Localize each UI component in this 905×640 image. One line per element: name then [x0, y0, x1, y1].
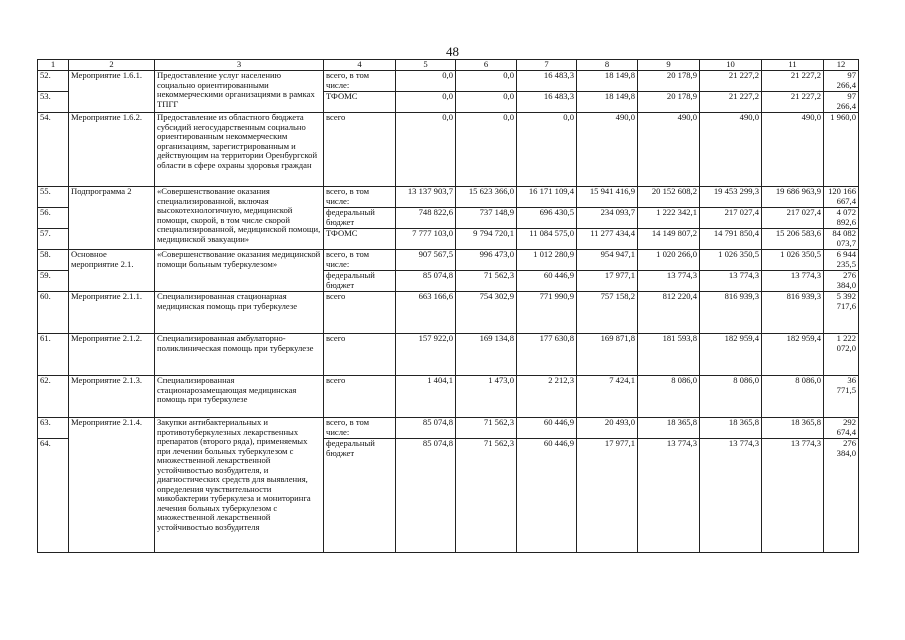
table-row — [38, 334, 859, 376]
value-cell: 13 774,3 — [638, 271, 700, 292]
value-cell: 16 483,3 — [517, 92, 577, 113]
value-cell: 1 020 266,0 — [638, 250, 700, 271]
value-cell: 1 012 280,9 — [517, 250, 577, 271]
value-cell: 0,0 — [396, 71, 456, 92]
funding-source: федеральный бюджет — [324, 208, 396, 229]
value-cell: 234 093,7 — [577, 208, 638, 229]
row-number: 64. — [38, 439, 69, 553]
value-cell: 0,0 — [396, 92, 456, 113]
value-cell: 60 446,9 — [517, 418, 577, 439]
value-cell: 60 446,9 — [517, 271, 577, 292]
value-cell: 748 822,6 — [396, 208, 456, 229]
value-cell: 13 774,3 — [762, 271, 824, 292]
row-number: 54. — [38, 113, 69, 187]
value-cell: 663 166,6 — [396, 292, 456, 334]
value-cell: 1 026 350,5 — [762, 250, 824, 271]
column-header: 4 — [324, 60, 396, 71]
measure-description: Предоставление из областного бюджета субсидий негосударственным социально ориентированным некоммерческим организациям, зарегистрированным и действующим на территории Оренбургской области в сфере охраны здоровья граждан — [155, 113, 324, 187]
value-cell: 21 227,2 — [700, 71, 762, 92]
funding-source: федеральный бюджет — [324, 271, 396, 292]
value-cell: 7 424,1 — [577, 376, 638, 418]
value-cell: 20 178,9 — [638, 71, 700, 92]
table-row — [38, 113, 859, 187]
measure-description: Специализированная стационарная медицинская помощь при туберкулезе — [155, 292, 324, 334]
value-cell: 292 674,4 — [824, 418, 859, 439]
value-cell: 6 944 235,5 — [824, 250, 859, 271]
row-number: 60. — [38, 292, 69, 334]
value-cell: 13 774,3 — [762, 439, 824, 553]
value-cell: 21 227,2 — [700, 92, 762, 113]
value-cell: 20 152 608,2 — [638, 187, 700, 208]
table-row — [38, 418, 859, 439]
value-cell: 169 871,8 — [577, 334, 638, 376]
value-cell: 11 277 434,4 — [577, 229, 638, 250]
value-cell: 1 960,0 — [824, 113, 859, 187]
value-cell: 816 939,3 — [700, 292, 762, 334]
value-cell: 490,0 — [577, 113, 638, 187]
column-header: 2 — [69, 60, 155, 71]
funding-source: ТФОМС — [324, 229, 396, 250]
value-cell: 816 939,3 — [762, 292, 824, 334]
value-cell: 0,0 — [456, 113, 517, 187]
value-cell: 85 074,8 — [396, 439, 456, 553]
value-cell: 15 623 366,0 — [456, 187, 517, 208]
column-header: 5 — [396, 60, 456, 71]
measure-name: Подпрограмма 2 — [69, 187, 155, 250]
funding-source: всего — [324, 376, 396, 418]
value-cell: 0,0 — [517, 113, 577, 187]
value-cell: 19 453 299,3 — [700, 187, 762, 208]
value-cell: 8 086,0 — [700, 376, 762, 418]
value-cell: 771 990,9 — [517, 292, 577, 334]
column-header: 11 — [762, 60, 824, 71]
measure-description: «Совершенствование оказания медицинской помощи больным туберкулезом» — [155, 250, 324, 292]
measure-description: Специализированная амбулаторно-поликлиническая помощь при туберкулезе — [155, 334, 324, 376]
measure-name: Мероприятие 2.1.2. — [69, 334, 155, 376]
value-cell: 84 082 073,7 — [824, 229, 859, 250]
funding-source: всего, в том числе: — [324, 418, 396, 439]
value-cell: 8 086,0 — [762, 376, 824, 418]
measure-name: Мероприятие 2.1.4. — [69, 418, 155, 553]
value-cell: 1 222 072,0 — [824, 334, 859, 376]
row-number: 57. — [38, 229, 69, 250]
measure-name: Мероприятие 2.1.1. — [69, 292, 155, 334]
value-cell: 812 220,4 — [638, 292, 700, 334]
value-cell: 18 365,8 — [762, 418, 824, 439]
column-header: 1 — [38, 60, 69, 71]
funding-source: федеральный бюджет — [324, 439, 396, 553]
value-cell: 2 212,3 — [517, 376, 577, 418]
value-cell: 177 630,8 — [517, 334, 577, 376]
value-cell: 217 027,4 — [762, 208, 824, 229]
value-cell: 17 977,1 — [577, 439, 638, 553]
row-number: 59. — [38, 271, 69, 292]
value-cell: 18 149,8 — [577, 71, 638, 92]
value-cell: 754 302,9 — [456, 292, 517, 334]
column-header: 3 — [155, 60, 324, 71]
column-header: 6 — [456, 60, 517, 71]
column-header: 7 — [517, 60, 577, 71]
value-cell: 276 384,0 — [824, 439, 859, 553]
value-cell: 13 774,3 — [700, 271, 762, 292]
row-number: 52. — [38, 71, 69, 92]
table-row — [38, 292, 859, 334]
measure-name: Основное мероприятие 2.1. — [69, 250, 155, 292]
value-cell: 0,0 — [456, 92, 517, 113]
value-cell: 15 206 583,6 — [762, 229, 824, 250]
value-cell: 490,0 — [762, 113, 824, 187]
row-number: 62. — [38, 376, 69, 418]
column-header: 8 — [577, 60, 638, 71]
row-number: 63. — [38, 418, 69, 439]
value-cell: 85 074,8 — [396, 418, 456, 439]
value-cell: 276 384,0 — [824, 271, 859, 292]
funding-source: всего, в том числе: — [324, 187, 396, 208]
value-cell: 1 026 350,5 — [700, 250, 762, 271]
header-row — [38, 60, 859, 71]
column-header: 12 — [824, 60, 859, 71]
row-number: 56. — [38, 208, 69, 229]
value-cell: 9 794 720,1 — [456, 229, 517, 250]
value-cell: 71 562,3 — [456, 418, 517, 439]
value-cell: 757 158,2 — [577, 292, 638, 334]
value-cell: 120 166 667,4 — [824, 187, 859, 208]
measure-name: Мероприятие 2.1.3. — [69, 376, 155, 418]
value-cell: 13 137 903,7 — [396, 187, 456, 208]
value-cell: 16 171 109,4 — [517, 187, 577, 208]
value-cell: 97 266,4 — [824, 92, 859, 113]
funding-source: всего — [324, 292, 396, 334]
value-cell: 217 027,4 — [700, 208, 762, 229]
value-cell: 21 227,2 — [762, 71, 824, 92]
table-row — [38, 187, 859, 208]
value-cell: 13 774,3 — [700, 439, 762, 553]
funding-source: всего — [324, 334, 396, 376]
page-number: 48 — [446, 44, 459, 59]
value-cell: 157 922,0 — [396, 334, 456, 376]
column-header: 9 — [638, 60, 700, 71]
measure-description: Закупки антибактериальных и противотуберкулезных лекарственных препаратов (второго ряда), применяемых при лечении больных туберкулезом с множественной лекарственной устойчивостью возбудителя, и диагностических средств для выявления, определения чувствительности микобактерии туберкулеза и мониторинга лечения больных туберкулезом с множественной лекарственной устойчивостью возбудителя — [155, 418, 324, 553]
value-cell: 17 977,1 — [577, 271, 638, 292]
measure-description: «Совершенствование оказания специализированной, включая высокотехнологичную, медицинской помощи, скорой, в том числе скорой специализированной, медицинской помощи, медицинской эвакуации» — [155, 187, 324, 250]
value-cell: 169 134,8 — [456, 334, 517, 376]
budget-table — [37, 59, 859, 553]
value-cell: 996 473,0 — [456, 250, 517, 271]
value-cell: 181 593,8 — [638, 334, 700, 376]
value-cell: 14 149 807,2 — [638, 229, 700, 250]
value-cell: 60 446,9 — [517, 439, 577, 553]
value-cell: 20 178,9 — [638, 92, 700, 113]
value-cell: 16 483,3 — [517, 71, 577, 92]
value-cell: 18 365,8 — [700, 418, 762, 439]
value-cell: 11 084 575,0 — [517, 229, 577, 250]
value-cell: 1 473,0 — [456, 376, 517, 418]
funding-source: всего, в том числе: — [324, 250, 396, 271]
row-number: 55. — [38, 187, 69, 208]
measure-name: Мероприятие 1.6.2. — [69, 113, 155, 187]
table-row — [38, 250, 859, 271]
value-cell: 15 941 416,9 — [577, 187, 638, 208]
value-cell: 19 686 963,9 — [762, 187, 824, 208]
measure-description: Предоставление услуг населению социально ориентированными некоммерческими организациями в рамках ТПГГ — [155, 71, 324, 113]
row-number: 58. — [38, 250, 69, 271]
value-cell: 4 072 892,6 — [824, 208, 859, 229]
measure-description: Специализированная стационарозамещающая медицинская помощь при туберкулезе — [155, 376, 324, 418]
value-cell: 36 771,5 — [824, 376, 859, 418]
value-cell: 490,0 — [638, 113, 700, 187]
value-cell: 20 493,0 — [577, 418, 638, 439]
measure-name: Мероприятие 1.6.1. — [69, 71, 155, 113]
value-cell: 1 404,1 — [396, 376, 456, 418]
value-cell: 21 227,2 — [762, 92, 824, 113]
value-cell: 13 774,3 — [638, 439, 700, 553]
value-cell: 71 562,3 — [456, 439, 517, 553]
value-cell: 5 392 717,6 — [824, 292, 859, 334]
value-cell: 8 086,0 — [638, 376, 700, 418]
value-cell: 182 959,4 — [700, 334, 762, 376]
funding-source: ТФОМС — [324, 92, 396, 113]
value-cell: 490,0 — [700, 113, 762, 187]
row-number: 53. — [38, 92, 69, 113]
value-cell: 18 365,8 — [638, 418, 700, 439]
value-cell: 18 149,8 — [577, 92, 638, 113]
table-row — [38, 71, 859, 92]
value-cell: 0,0 — [456, 71, 517, 92]
value-cell: 97 266,4 — [824, 71, 859, 92]
value-cell: 14 791 850,4 — [700, 229, 762, 250]
value-cell: 907 567,5 — [396, 250, 456, 271]
value-cell: 7 777 103,0 — [396, 229, 456, 250]
funding-source: всего — [324, 113, 396, 187]
value-cell: 954 947,1 — [577, 250, 638, 271]
value-cell: 182 959,4 — [762, 334, 824, 376]
value-cell: 85 074,8 — [396, 271, 456, 292]
value-cell: 1 222 342,1 — [638, 208, 700, 229]
value-cell: 696 430,5 — [517, 208, 577, 229]
column-header: 10 — [700, 60, 762, 71]
funding-source: всего, в том числе: — [324, 71, 396, 92]
table-row — [38, 376, 859, 418]
value-cell: 0,0 — [396, 113, 456, 187]
value-cell: 737 148,9 — [456, 208, 517, 229]
value-cell: 71 562,3 — [456, 271, 517, 292]
row-number: 61. — [38, 334, 69, 376]
